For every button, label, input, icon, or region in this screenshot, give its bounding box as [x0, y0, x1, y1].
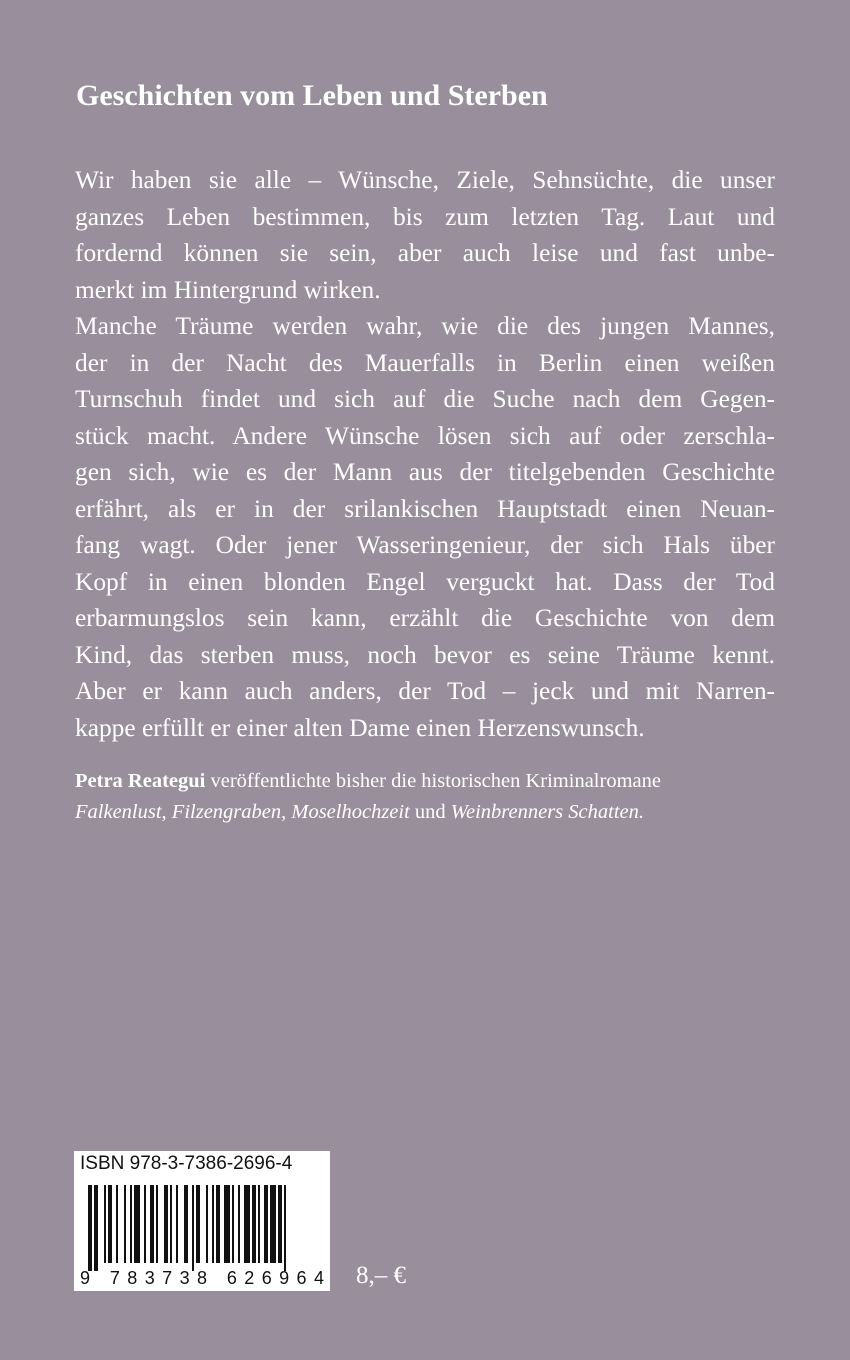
blurb-line: erbarmungslos sein kann, erzählt die Geschichte von dem — [75, 604, 775, 632]
book-title: Geschichten vom Leben und Sterben — [76, 79, 548, 112]
barcode-bar — [108, 1185, 112, 1263]
blurb-line: erfährt, als er in der srilankischen Hauptstadt einen Neuan- — [75, 494, 775, 523]
blurb-line: gen sich, wie es der Mann aus der titelgebenden Geschichte — [75, 458, 775, 486]
barcode-bar — [164, 1185, 168, 1263]
author-bio — [75, 766, 765, 828]
barcode-bar — [196, 1185, 200, 1263]
barcode-bar — [284, 1185, 286, 1271]
blurb-line: Manche Träume werden wahr, wie die des jungen Mannes, — [75, 312, 775, 340]
barcode-bar — [150, 1185, 154, 1263]
barcode-bar — [124, 1185, 126, 1263]
barcode-number: 9 783738 626964 — [80, 1268, 324, 1288]
barcode-bar — [278, 1185, 282, 1263]
barcode-bar — [216, 1185, 220, 1263]
barcode-bar — [206, 1185, 208, 1263]
barcode-bar — [238, 1185, 240, 1263]
barcode-bar — [212, 1185, 214, 1263]
blurb-line: Kind, das sterben muss, noch bevor es seine Träume kennt. — [75, 640, 775, 669]
blurb-line: Wir haben sie alle – Wünsche, Ziele, Sehnsüchte, die unser — [75, 166, 775, 194]
blurb-line: Kopf in einen blonden Engel verguckt hat. Dass der Tod — [75, 567, 775, 596]
barcode-icon — [80, 1185, 324, 1288]
blurb-line: stück macht. Andere Wünsche lösen sich auf oder zerschla- — [75, 421, 775, 450]
isbn-label: ISBN 978-3-7386-2696-4 — [80, 1153, 293, 1174]
barcode-bar — [192, 1185, 194, 1271]
separator: , — [161, 801, 172, 823]
separator: , — [281, 801, 292, 823]
barcode-bar — [176, 1185, 178, 1263]
barcode-bar — [270, 1185, 276, 1263]
blurb-line: der in der Nacht des Mauerfalls in Berlin einen weißen — [75, 348, 775, 377]
barcode-bar — [258, 1185, 260, 1263]
blurb-line: merkt im Hintergrund wirken. — [75, 275, 381, 304]
barcode-bar — [252, 1185, 256, 1263]
conjunction: und — [409, 801, 451, 823]
barcode-bar — [224, 1185, 230, 1263]
barcode-bar — [184, 1185, 188, 1263]
isbn-barcode-box — [74, 1151, 330, 1291]
barcode-bar — [134, 1185, 140, 1263]
book-title-falkenlust: Falkenlust — [75, 801, 162, 823]
barcode-bar — [264, 1185, 268, 1263]
author-bio-text: veröffentlichte bisher die historischen Kriminalromane — [210, 770, 661, 792]
barcode-bar — [88, 1185, 92, 1271]
blurb-line: ganzes Leben bestimmen, bis zum letzten Tag. Laut und — [75, 202, 775, 231]
blurb-line: fordernd können sie sein, aber auch leise und fast unbe- — [75, 239, 775, 267]
author-name: Petra Reategui — [75, 770, 206, 792]
barcode-bar — [144, 1185, 146, 1263]
blurb-line: Aber er kann auch anders, der Tod – jeck und mit Narren- — [75, 677, 775, 705]
barcode-bar — [116, 1185, 118, 1263]
barcode-bar — [244, 1185, 250, 1263]
barcode-bar — [156, 1185, 158, 1263]
author-books-line — [75, 797, 765, 828]
price: 8,– € — [356, 1262, 406, 1289]
barcode-bar — [232, 1185, 234, 1263]
blurb-text — [75, 162, 775, 746]
barcode-bar — [94, 1185, 98, 1271]
book-title-weinbrenners-schatten: Weinbrenners Schatten. — [450, 801, 644, 823]
book-title-filzengraben: Filzengraben — [171, 801, 282, 823]
barcode-bar — [170, 1185, 172, 1263]
author-bio-line — [75, 766, 765, 797]
blurb-line: Turnschuh findet und sich auf die Suche nach dem Gegen- — [75, 385, 775, 413]
book-title-moselhochzeit: Moselhochzeit — [291, 801, 410, 823]
blurb-line: kappe erfüllt er einer alten Dame einen Herzenswunsch. — [75, 713, 645, 742]
blurb-line: fang wagt. Oder jener Wasseringenieur, der sich Hals über — [75, 531, 775, 559]
barcode-bar — [104, 1185, 106, 1263]
barcode-bar — [130, 1185, 132, 1263]
